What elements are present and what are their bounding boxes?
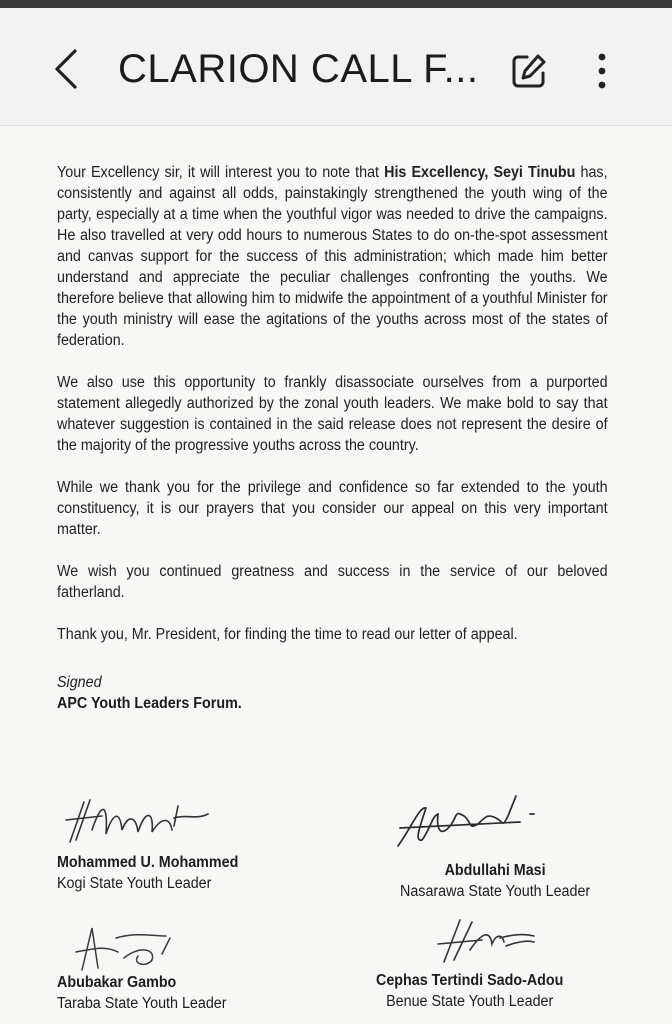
more-options-button[interactable] (584, 46, 620, 96)
status-bar (0, 0, 672, 8)
signature-3 (66, 918, 186, 978)
chevron-left-icon (53, 47, 79, 91)
signatory-2 (400, 860, 590, 902)
page-title: CLARION CALL F... (118, 47, 479, 91)
letter-document (0, 126, 672, 1024)
paragraph-5: Thank you, Mr. President, for finding the time to read our letter of appeal. (57, 626, 518, 643)
paragraph-1: Your Excellency sir, it will interest you to note that His Excellency, Seyi Tinubu has, consistently and against all odds, painstakingly strengthened the youth wing of the party, especially at a time when the youthful vigor was needed to drive the campaigns. He also travelled at very odd hours to numerous States to do on-the-spot assessment and canvas support for the success of this administration; which made him better understand and appreciate the peculiar challenges confronting the youths. We therefore believe that allowing him to midwife the appointment of a youthful Minister for the youth ministry will ease the agitations of the youths across most of the states of federation. (57, 164, 608, 349)
back-button[interactable] (42, 42, 90, 96)
signatory-3 (57, 972, 227, 1014)
paragraph-4: We wish you continued greatness and success in the service of our beloved fatherland. (57, 563, 608, 601)
signatory-1 (57, 852, 238, 894)
signature-2 (392, 786, 542, 856)
forum-name: APC Youth Leaders Forum. (57, 695, 242, 712)
paragraph-3: While we thank you for the privilege and confidence so far extended to the youth constituency, it is our prayers that you consider our appeal on this very important matter. (57, 479, 608, 538)
letter-body (57, 162, 608, 645)
signed-label: Signed (57, 674, 102, 691)
paragraph-2: We also use this opportunity to frankly disassociate ourselves from a purported statement allegedly authorized by the zonal youth leaders. We make bold to say that whatever suggestion is contained in the said release does not represent the desire of the majority of the progressive youths across the country. (57, 374, 608, 454)
edit-pencil-icon (509, 51, 549, 91)
signatory-name: Abdullahi Masi (444, 862, 546, 879)
signature-1 (62, 790, 212, 854)
signatory-name: Mohammed U. Mohammed (57, 854, 239, 871)
app-bar (0, 8, 672, 126)
signed-block (57, 672, 242, 714)
edit-button[interactable] (506, 48, 552, 94)
signature-4 (430, 910, 540, 970)
signatory-name: Cephas Tertindi Sado-Adou (376, 972, 564, 989)
signatory-name: Abubakar Gambo (57, 974, 177, 991)
signatory-4 (376, 970, 563, 1012)
highlighted-name: His Excellency, Seyi Tinubu (384, 164, 576, 181)
more-vertical-icon (597, 51, 607, 91)
signatory-title: Benue State Youth Leader (386, 993, 554, 1010)
signatory-title: Nasarawa State Youth Leader (400, 883, 591, 900)
signatory-title: Taraba State Youth Leader (57, 995, 227, 1012)
signatory-title: Kogi State Youth Leader (57, 875, 212, 892)
